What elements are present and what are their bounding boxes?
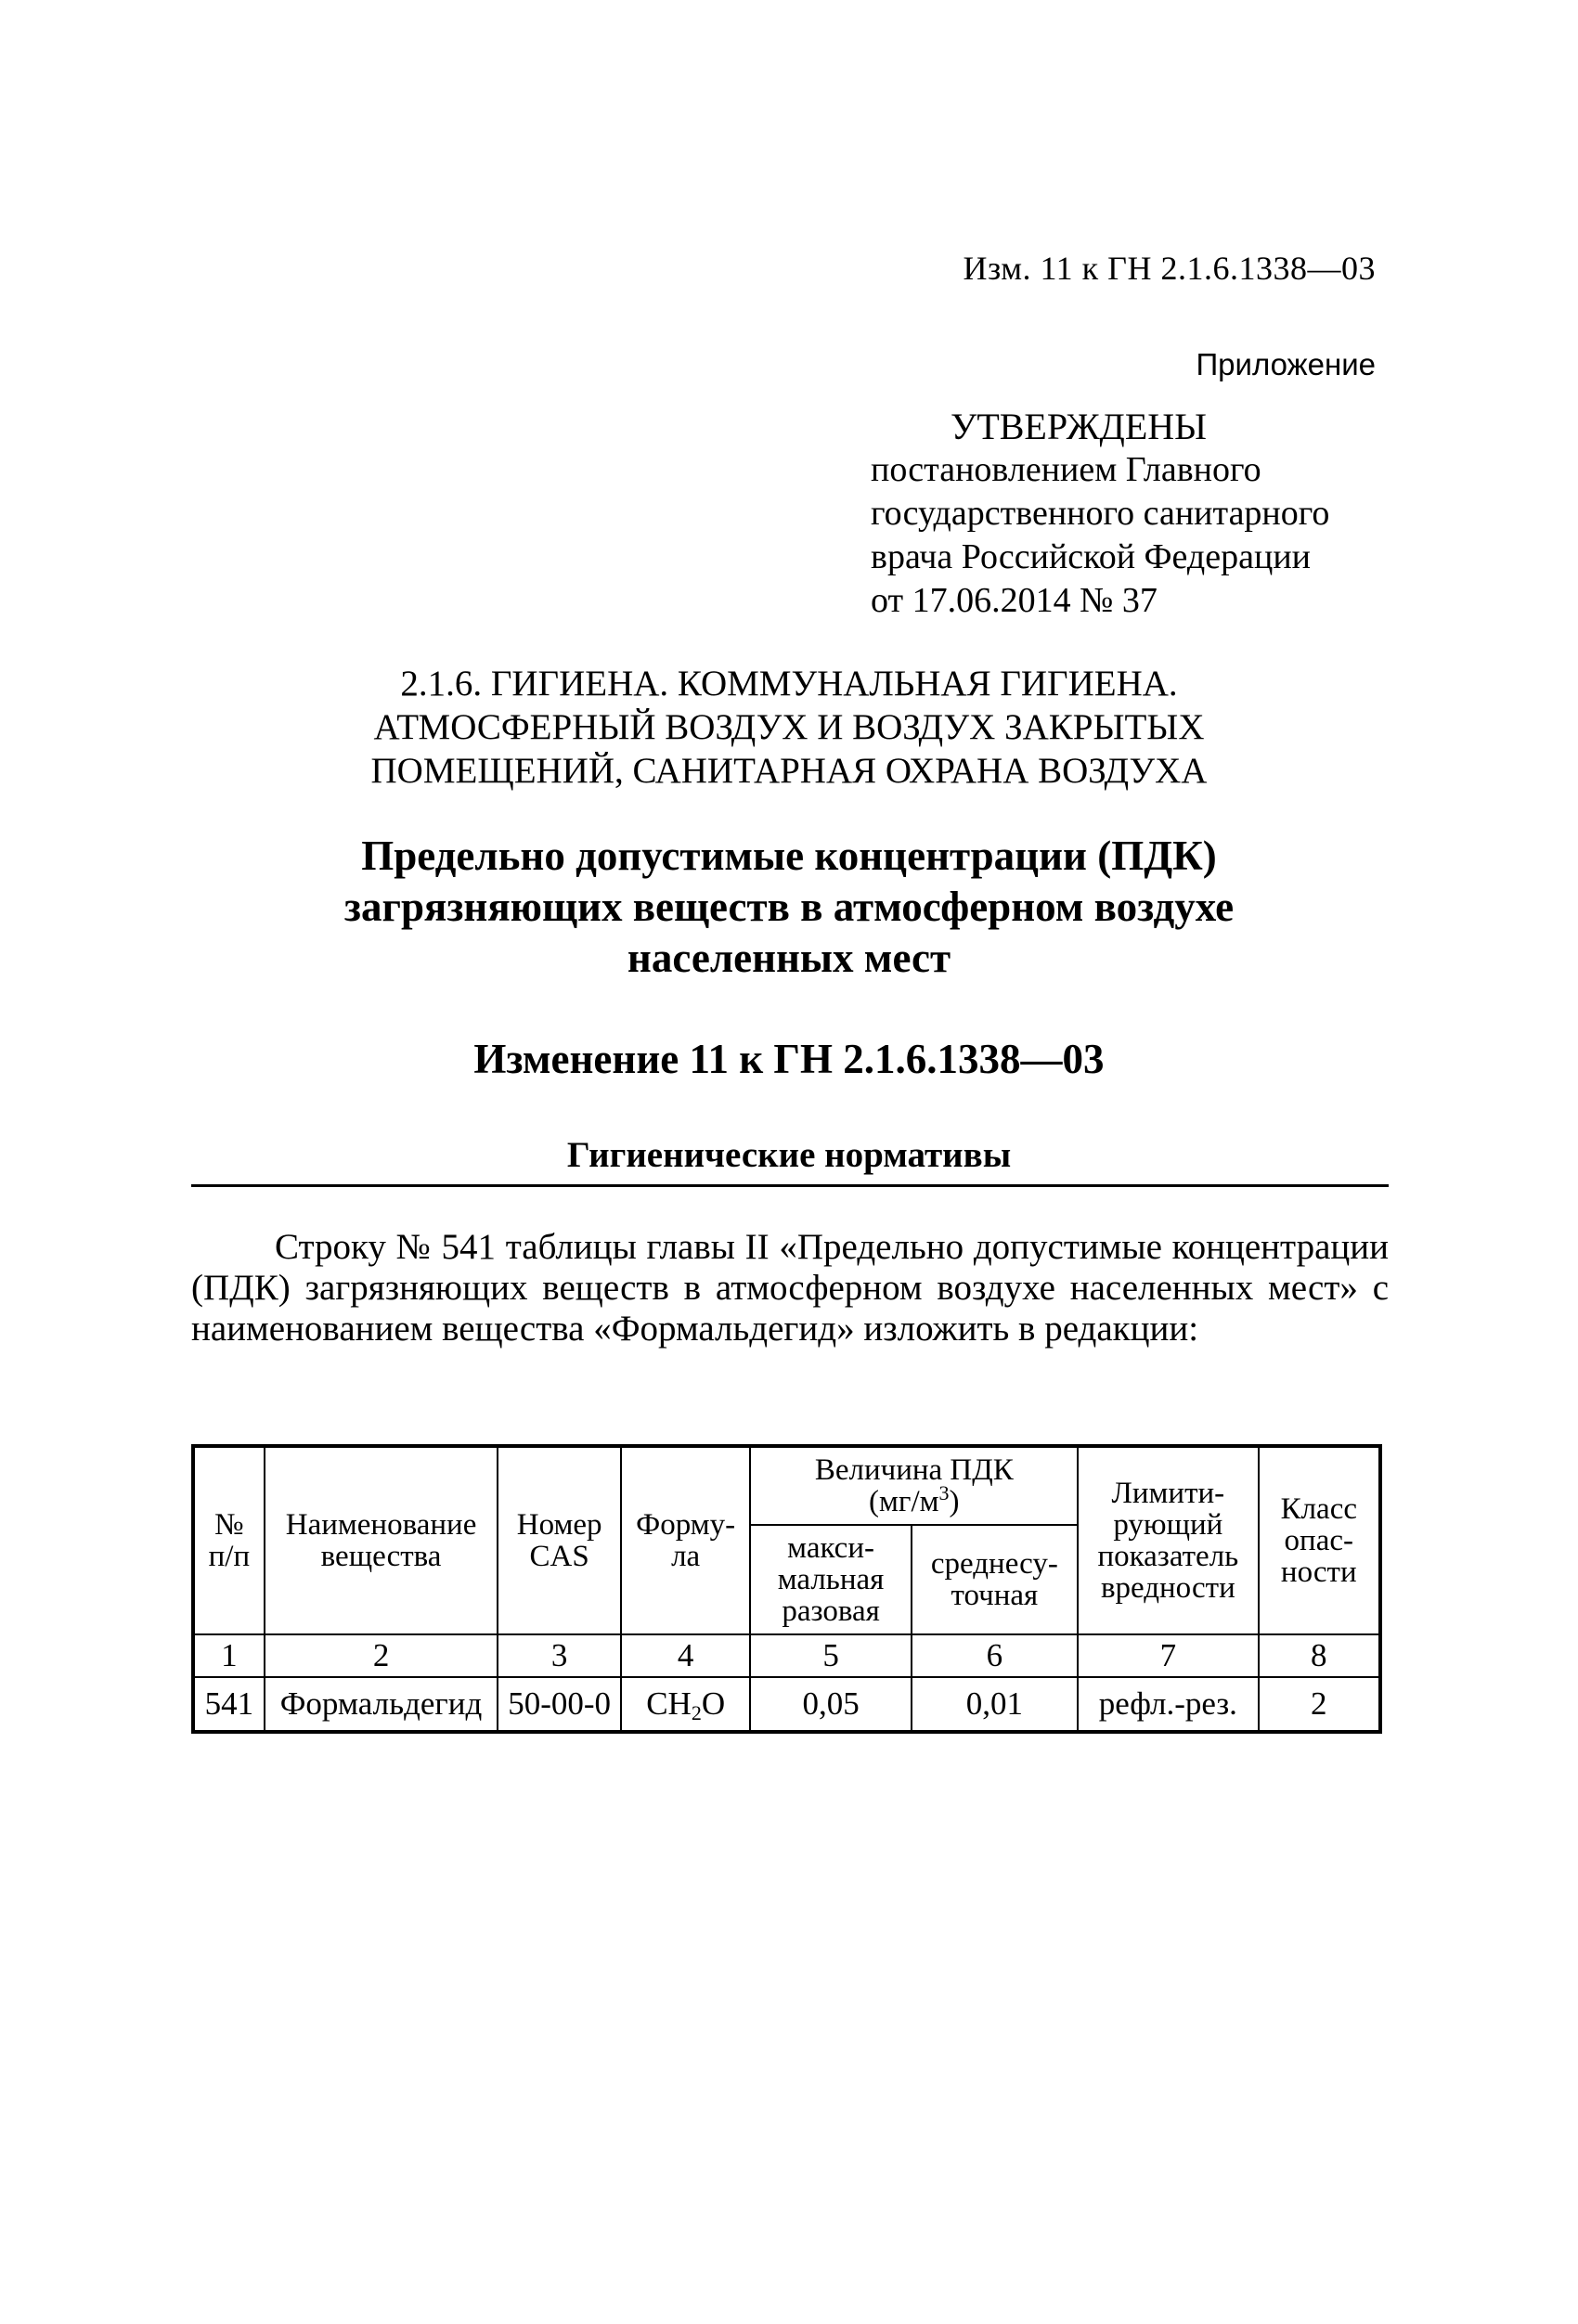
cell-formula: $CH_2O$	[621, 1677, 751, 1732]
approval-line: постановлением Главного	[871, 450, 1261, 489]
cell-limiting: рефл.-рез.	[1078, 1677, 1258, 1732]
header-pdk-group	[750, 1446, 1078, 1525]
document-reference: Изм. 11 к ГН 2.1.6.1338—03	[963, 250, 1376, 287]
column-number: 5	[750, 1634, 911, 1677]
header-max-single: макси-мальная разовая	[750, 1525, 911, 1634]
section-line: 2.1.6. ГИГИЕНА. КОММУНАЛЬНАЯ ГИГИЕНА.	[400, 664, 1178, 704]
column-number: 6	[912, 1634, 1078, 1677]
appendix-label: Приложение	[1196, 347, 1376, 381]
table-row	[193, 1677, 1380, 1732]
approval-line: врача Российской Федерации	[871, 537, 1311, 576]
table-header-row	[193, 1446, 1380, 1525]
title-line: загрязняющих веществ в атмосферном воздухе	[343, 884, 1235, 930]
column-number: 1	[193, 1634, 265, 1677]
pdk-unit: $(мг/м^3)$	[869, 1481, 960, 1518]
column-number: 4	[621, 1634, 751, 1677]
column-number: 3	[498, 1634, 620, 1677]
column-number: 2	[265, 1634, 498, 1677]
amendment-title: Изменение 11 к ГН 2.1.6.1338—03	[473, 1036, 1105, 1082]
header-daily-avg: среднесу-точная	[912, 1525, 1078, 1634]
header-num: № п/п	[193, 1446, 265, 1634]
column-number-row	[193, 1634, 1380, 1677]
cell-num: 541	[193, 1677, 265, 1732]
title-line: населенных мест	[627, 935, 951, 981]
heading-divider	[191, 1184, 1389, 1187]
pdk-group-label: Величина ПДК	[814, 1453, 1014, 1487]
title-line: Предельно допустимые концентрации (ПДК)	[361, 833, 1217, 879]
column-number: 7	[1078, 1634, 1258, 1677]
approval-date: от 17.06.2014 № 37	[871, 581, 1158, 620]
pdk-table	[191, 1444, 1382, 1734]
cell-max-single: 0,05	[750, 1677, 911, 1732]
header-limiting: Лимити-рующий показатель вредности	[1078, 1446, 1258, 1634]
header-cas: Номер CAS	[498, 1446, 620, 1634]
header-name: Наименование вещества	[265, 1446, 498, 1634]
section-line: АТМОСФЕРНЫЙ ВОЗДУХ И ВОЗДУХ ЗАКРЫТЫХ	[373, 707, 1205, 747]
header-hazard-class: Класс опас-ности	[1259, 1446, 1380, 1634]
column-number: 8	[1259, 1634, 1380, 1677]
cell-daily-avg: 0,01	[912, 1677, 1078, 1732]
section-line: ПОМЕЩЕНИЙ, САНИТАРНАЯ ОХРАНА ВОЗДУХА	[370, 751, 1208, 791]
approval-line: государственного санитарного	[871, 494, 1330, 533]
approval-block	[871, 405, 1329, 623]
header-formula: Форму-ла	[621, 1446, 751, 1634]
cell-cas: 50-00-0	[498, 1677, 620, 1732]
section-heading	[316, 662, 1262, 793]
approval-title: УТВЕРЖДЕНЫ	[951, 406, 1208, 447]
norms-heading: Гигиенические нормативы	[566, 1135, 1012, 1175]
body-paragraph: Строку № 541 таблицы главы II «Предельно допустимые концентрации (ПДК) загрязняющих веществ в атмосферном воздухе населенных мест» с наименованием вещества «Формальдегид» изложить в редакции:	[191, 1227, 1389, 1349]
cell-hazard-class: 2	[1259, 1677, 1380, 1732]
cell-name: Формальдегид	[265, 1677, 498, 1732]
document-title	[204, 831, 1374, 984]
